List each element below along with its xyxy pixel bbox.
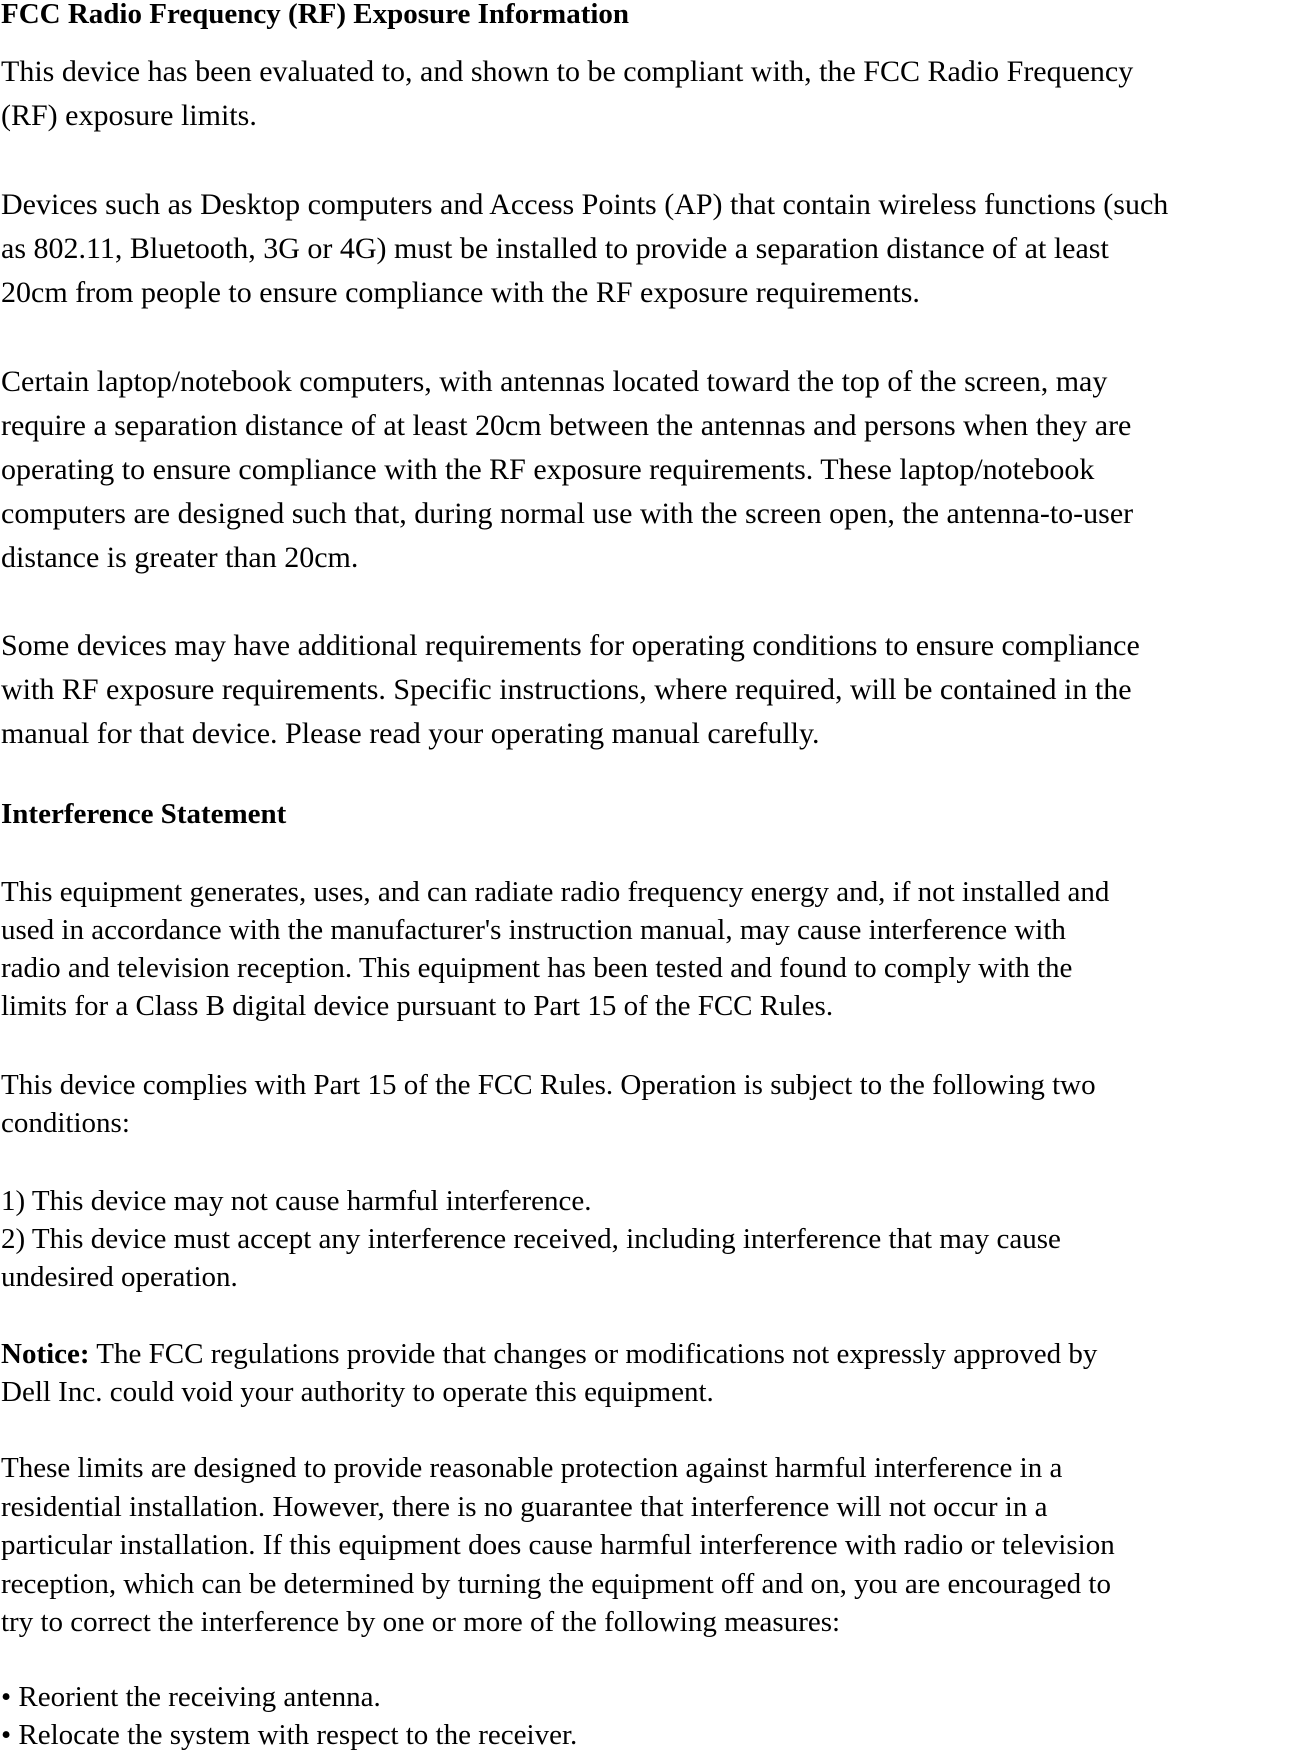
interference-paragraph-3 (1, 1449, 1115, 1642)
text-line: particular installation. If this equipment does cause harmful interference with radio or television (1, 1529, 1115, 1561)
text-line: computers are designed such that, during normal use with the screen open, the antenna-to-user (1, 497, 1134, 530)
rf-heading: FCC Radio Frequency (RF) Exposure Information (1, 0, 630, 30)
text-line (1, 1335, 1097, 1373)
text-line: These limits are designed to provide reasonable protection against harmful interference in a (1, 1452, 1063, 1484)
text-line: limits for a Class B digital device pursuant to Part 15 of the FCC Rules. (1, 990, 834, 1022)
notice-text: The FCC regulations provide that changes or modifications not expressly approved by (89, 1338, 1098, 1370)
text-line: 20cm from people to ensure compliance with the RF exposure requirements. (1, 276, 920, 309)
rf-paragraph-3 (1, 360, 1133, 580)
text-line: operating to ensure compliance with the RF exposure requirements. These laptop/notebook (1, 453, 1095, 486)
rf-paragraph-1 (1, 50, 1133, 138)
text-line: (RF) exposure limits. (1, 99, 257, 132)
list-item: • Reorient the receiving antenna. (1, 1681, 381, 1713)
text-line: Certain laptop/notebook computers, with antennas located toward the top of the screen, may (1, 365, 1108, 398)
measures-list (1, 1678, 577, 1754)
rf-paragraph-2 (1, 183, 1168, 315)
interference-paragraph-1 (1, 873, 1109, 1025)
rf-paragraph-4 (1, 624, 1140, 756)
list-item: undesired operation. (1, 1261, 238, 1293)
notice-paragraph (1, 1335, 1097, 1411)
text-line: radio and television reception. This equipment has been tested and found to comply with the (1, 952, 1073, 984)
text-line: Some devices may have additional requirements for operating conditions to ensure compliance (1, 629, 1140, 662)
text-line: This device has been evaluated to, and shown to be compliant with, the FCC Radio Frequency (1, 55, 1134, 88)
text-line: require a separation distance of at least 20cm between the antennas and persons when they are (1, 409, 1132, 442)
text-line: Dell Inc. could void your authority to operate this equipment. (1, 1376, 714, 1408)
list-item: 1) This device may not cause harmful interference. (1, 1185, 592, 1217)
text-line: distance is greater than 20cm. (1, 541, 359, 574)
list-item: 2) This device must accept any interference received, including interference that may cause (1, 1223, 1061, 1255)
text-line: conditions: (1, 1107, 130, 1139)
text-line: This equipment generates, uses, and can radiate radio frequency energy and, if not installed and (1, 876, 1110, 908)
text-line: reception, which can be determined by turning the equipment off and on, you are encouraged to (1, 1567, 1111, 1600)
text-line: This device complies with Part 15 of the FCC Rules. Operation is subject to the following two (1, 1069, 1096, 1101)
text-line: manual for that device. Please read your operating manual carefully. (1, 717, 820, 750)
interference-heading: Interference Statement (1, 798, 287, 830)
text-line: Devices such as Desktop computers and Access Points (AP) that contain wireless functions (such (1, 188, 1169, 221)
text-line: used in accordance with the manufacturer's instruction manual, may cause interference with (1, 914, 1066, 946)
text-line: residential installation. However, there is no guarantee that interference will not occur in a (1, 1490, 1048, 1523)
text-line: try to correct the interference by one or more of the following measures: (1, 1606, 841, 1638)
text-line: as 802.11, Bluetooth, 3G or 4G) must be installed to provide a separation distance of at least (1, 232, 1109, 265)
notice-label: Notice: (1, 1338, 90, 1370)
text-line: with RF exposure requirements. Specific instructions, where required, will be contained in the (1, 673, 1132, 706)
conditions-list (1, 1182, 1061, 1296)
list-item: • Relocate the system with respect to the receiver. (1, 1719, 578, 1751)
interference-paragraph-2 (1, 1066, 1096, 1142)
